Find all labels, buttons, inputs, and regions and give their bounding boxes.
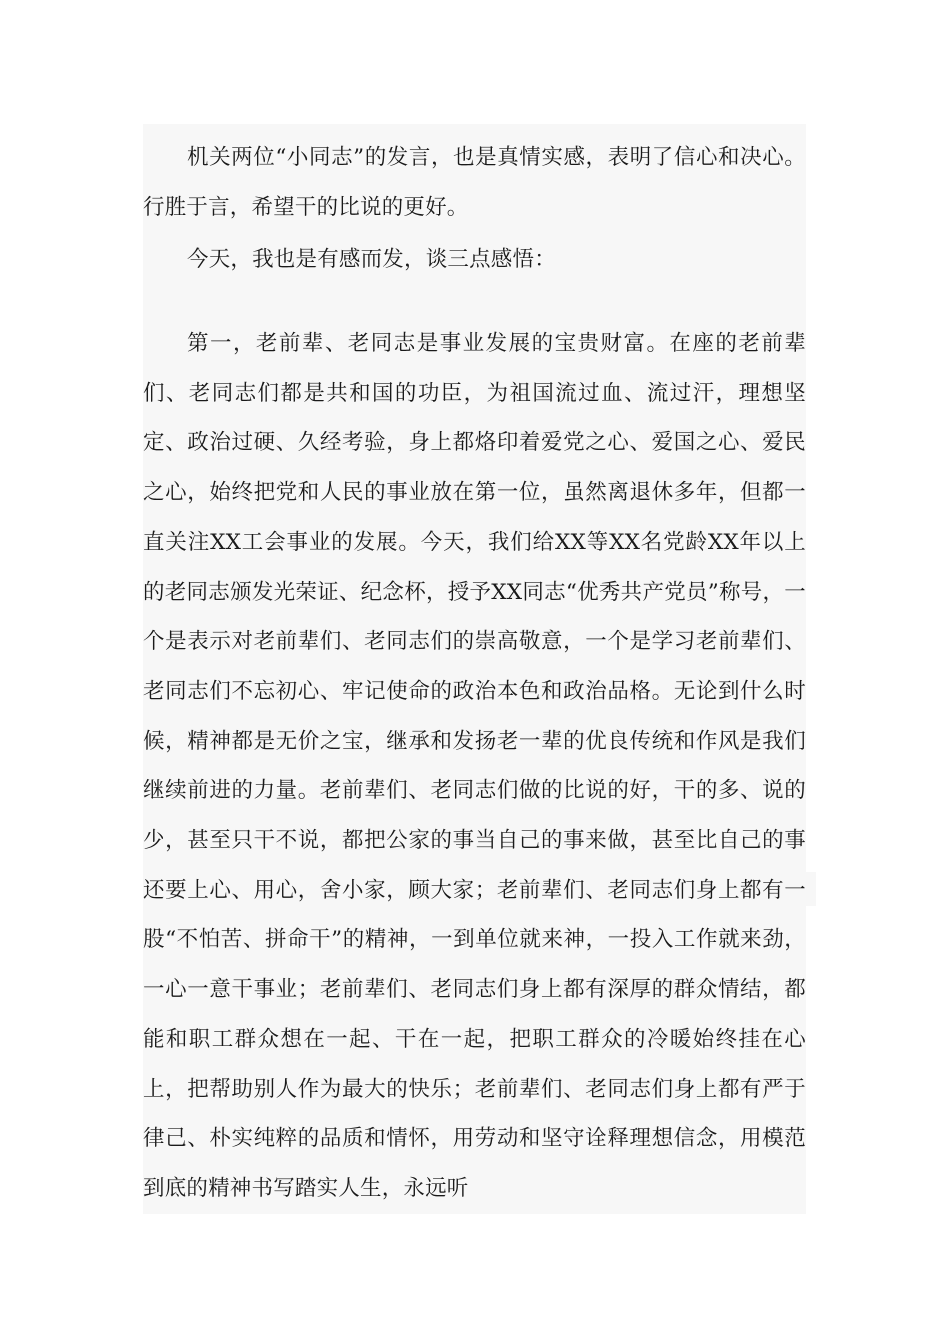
document-text-block xyxy=(143,124,806,1214)
paragraph-first-insight: 第一，老前辈、老同志是事业发展的宝贵财富。在座的老前辈们、老同志们都是共和国的功臣，为祖国流过血、流过汗，理想坚定、政治过硬、久经考验，身上都烙印着爱党之心、爱国之心、爱民之心，始终把党和人民的事业放在第一位，虽然离退休多年，但都一直关注XX工会事业的发展。今天，我们给XX等XX名党龄XX年以上的老同志颁发光荣证、纪念杯，授予XX同志“优秀共产党员”称号，一个是表示对老前辈们、老同志们的崇高敬意，一个是学习老前辈们、老同志们不忘初心、牢记使命的政治本色和政治品格。无论到什么时候，精神都是无价之宝，继承和发扬老一辈的优良传统和作风是我们继续前进的力量。老前辈们、老同志们做的比说的好，干的多、说的少，甚至只干不说，都把公家的事当自己的事来做，甚至比自己的事还要上心、用心，舍小家，顾大家；老前辈们、老同志们身上都有一股“不怕苦、拼命干”的精神，一到单位就来神，一投入工作就来劲，一心一意干事业；老前辈们、老同志们身上都有深厚的群众情结，都能和职工群众想在一起、干在一起，把职工群众的冷暖始终挂在心上，把帮助别人作为最大的快乐；老前辈们、老同志们身上都有严于律己、朴实纯粹的品质和情怀，用劳动和坚守诠释理想信念，用模范到底的精神书写踏实人生，永远听 xyxy=(143,331,806,1201)
paragraph-intro: 机关两位“小同志”的发言，也是真情实感，表明了信心和决心。行胜于言，希望干的比说的更好。 xyxy=(143,145,806,220)
text-block-overflow-strip xyxy=(806,872,816,906)
paragraph-three-insights: 今天，我也是有感而发，谈三点感悟： xyxy=(187,247,556,272)
